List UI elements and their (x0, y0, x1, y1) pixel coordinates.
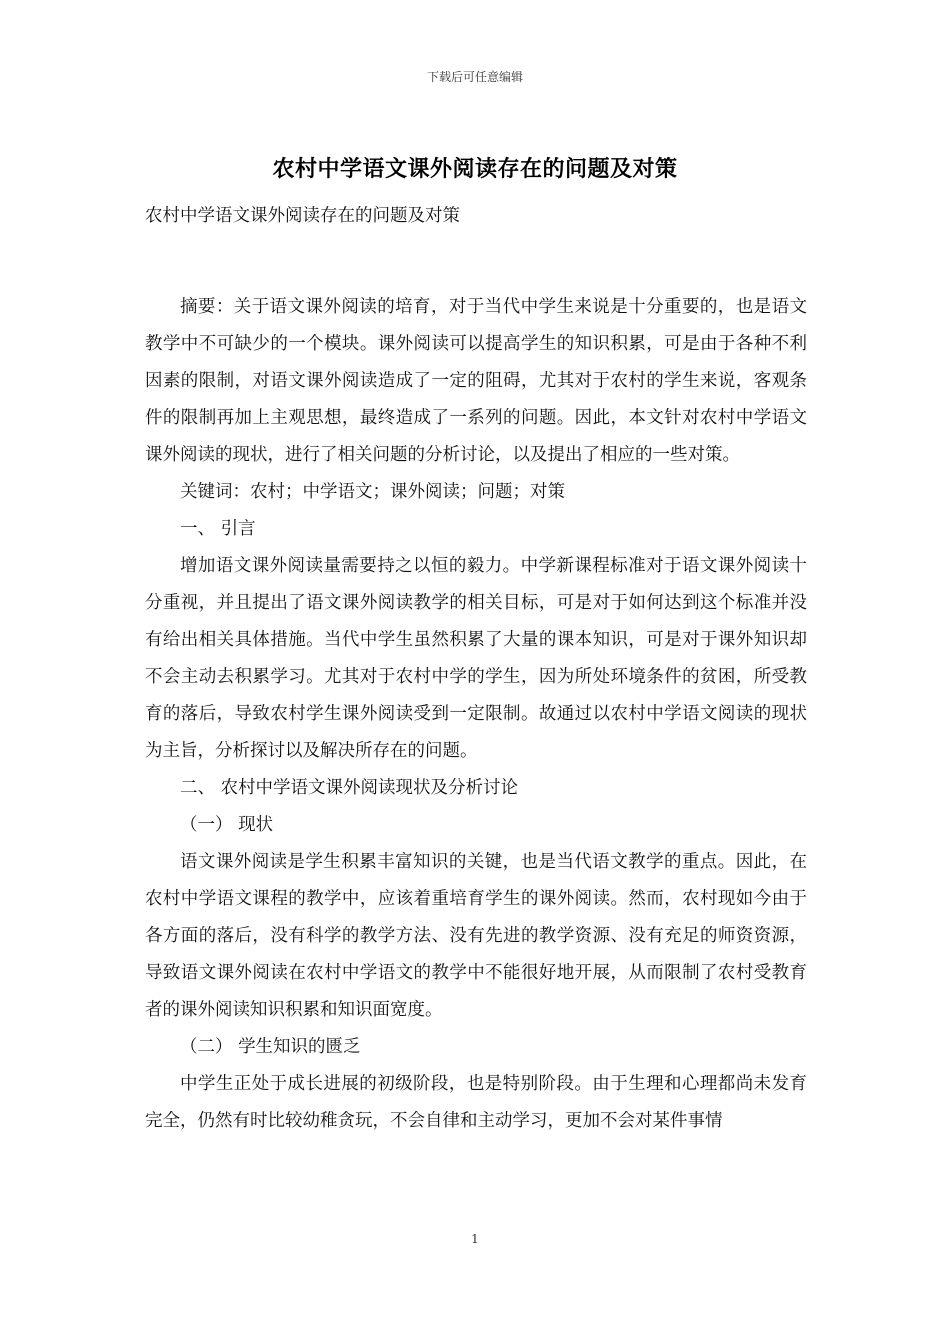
subsection-heading-status: （一） 现状 (180, 815, 274, 835)
keywords-line: 关键词：农村；中学语文；课外阅读；问题；对策 (180, 482, 565, 502)
status-paragraph: 语文课外阅读是学生积累丰富知识的关键，也是当代语文教学的重点。因此，在农村中学语文课程的教学中，应该着重培育学生的课外阅读。然而，农村现如今由于各方面的落后，没有科学的教学方法、没有先进的教学资源、没有充足的师资资源，导致语文课外阅读在农村中学语文的教学中不能很好地开展，从而限制了农村受教育者的课外阅读知识积累和知识面宽度。 (145, 852, 807, 1020)
document-title: 农村中学语文课外阅读存在的问题及对策 (272, 156, 678, 182)
knowledge-paragraph: 中学生正处于成长进展的初级阶段，也是特别阶段。由于生理和心理都尚未发育完全，仍然有时比较幼稚贪玩，不会自律和主动学习，更加不会对某件事情 (145, 1074, 807, 1131)
document-subtitle: 农村中学语文课外阅读存在的问题及对策 (145, 206, 460, 226)
abstract-paragraph: 摘要：关于语文课外阅读的培育，对于当代中学生来说是十分重要的，也是语文教学中不可缺少的一个模块。课外阅读可以提高学生的知识积累，可是由于各种不利因素的限制，对语文课外阅读造成了一定的阻碍，尤其对于农村的学生来说，客观条件的限制再加上主观思想，最终造成了一系列的问题。因此，本文针对农村中学语文课外阅读的现状，进行了相关问题的分析讨论，以及提出了相应的一些对策。 (145, 297, 807, 465)
document-body (145, 198, 807, 1140)
section-heading-status: 二、 农村中学语文课外阅读现状及分析讨论 (180, 778, 519, 798)
page-number: 1 (471, 1232, 479, 1246)
header-note: 下载后可任意编辑 (426, 70, 523, 84)
subsection-heading-knowledge: （二） 学生知识的匮乏 (180, 1037, 361, 1057)
section-heading-introduction: 一、 引言 (180, 519, 256, 539)
introduction-paragraph: 增加语文课外阅读量需要持之以恒的毅力。中学新课程标准对于语文课外阅读十分重视，并且提出了语文课外阅读教学的相关目标，可是对于如何达到这个标准并没有给出相关具体措施。当代中学生虽然积累了大量的课本知识，可是对于课外知识却不会主动去积累学习。尤其对于农村中学的学生，因为所处环境条件的贫困，所受教育的落后，导致农村学生课外阅读受到一定限制。故通过以农村中学语文阅读的现状为主旨，分析探讨以及解决所存在的问题。 (145, 556, 807, 761)
